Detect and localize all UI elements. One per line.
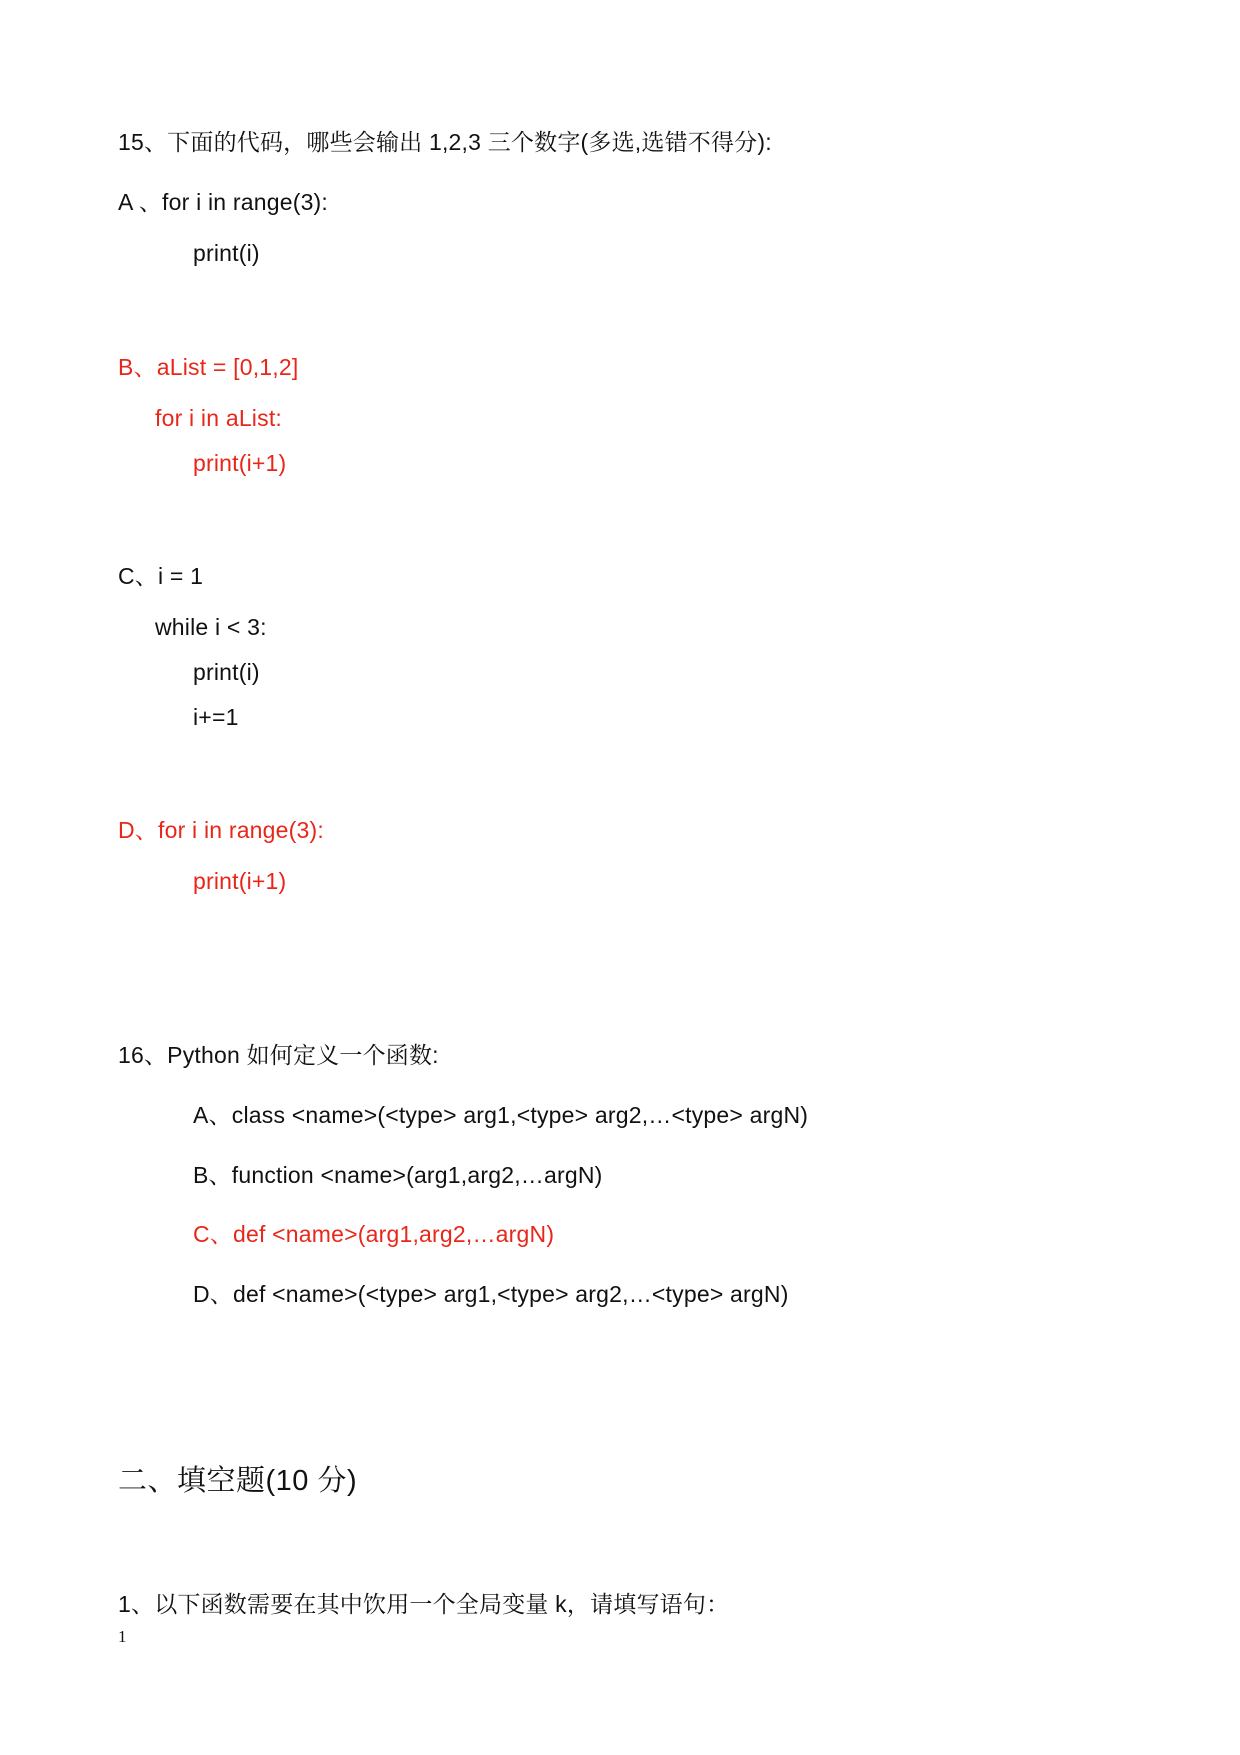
q16-option-c: C、def <name>(arg1,arg2,…argN) — [193, 1221, 555, 1247]
q15-option-b-line2: for i in aList: — [155, 405, 282, 431]
q15-option-a-line2: print(i) — [193, 240, 260, 266]
q15-option-d-line2: print(i+1) — [193, 868, 287, 894]
q15-option-a-line1: A 、for i in range(3): — [118, 189, 329, 215]
question-15-text: 15、下面的代码，哪些会输出 1,2,3 三个数字(多选,选错不得分): — [118, 129, 772, 155]
question-16-text: 16、Python 如何定义一个函数: — [118, 1042, 439, 1068]
page-number: 1 — [118, 1627, 127, 1646]
q16-option-a: A、class <name>(<type> arg1,<type> arg2,…<type> argN) — [193, 1102, 809, 1128]
q15-option-d-line1: D、for i in range(3): — [118, 817, 324, 843]
fill-in-question-1: 1、以下函数需要在其中饮用一个全局变量 k，请填写语句： — [118, 1591, 730, 1617]
q16-option-d: D、def <name>(<type> arg1,<type> arg2,…<type> argN) — [193, 1281, 789, 1307]
q15-option-c-line3: print(i) — [193, 659, 260, 685]
q16-option-b: B、function <name>(arg1,arg2,…argN) — [193, 1162, 603, 1188]
section-2-heading: 二、填空题(10 分) — [118, 1465, 358, 1497]
q15-option-c-line2: while i < 3: — [155, 614, 267, 640]
q15-option-b-line1: B、aList = [0,1,2] — [118, 354, 299, 380]
q15-option-c-line4: i+=1 — [193, 704, 239, 730]
q15-option-c-line1: C、i = 1 — [118, 563, 204, 589]
q15-option-b-line3: print(i+1) — [193, 450, 287, 476]
